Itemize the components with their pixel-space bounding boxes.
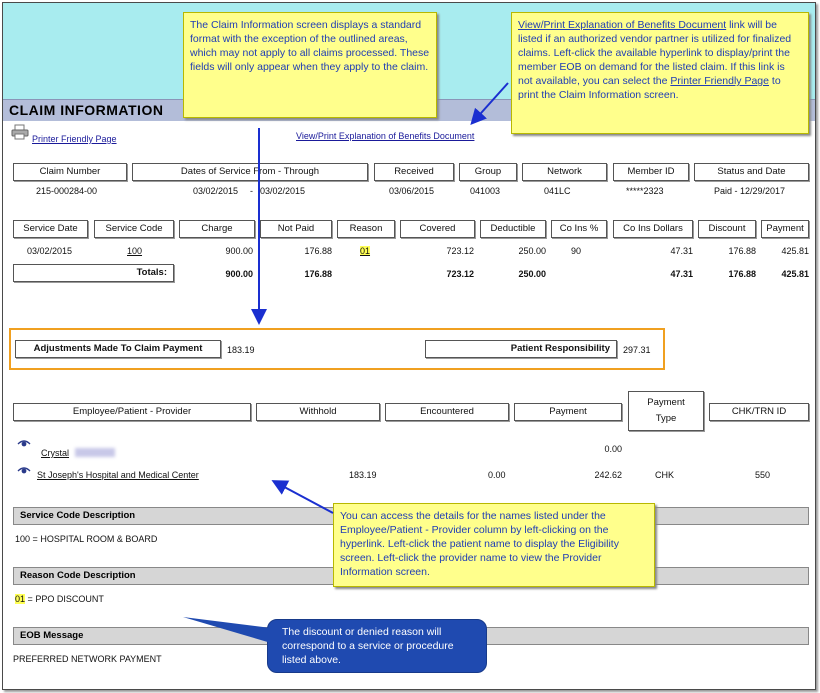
- discount: 176.88: [728, 246, 756, 256]
- total-discount: 176.88: [728, 269, 756, 279]
- claim-screen: [2, 2, 816, 690]
- deductible: 250.00: [518, 246, 546, 256]
- provider-link[interactable]: St Joseph's Hospital and Medical Center: [37, 470, 199, 480]
- col-covered: Covered: [400, 220, 475, 238]
- provider-payment-type: CHK: [655, 470, 675, 480]
- eob-message: PREFERRED NETWORK PAYMENT: [13, 654, 162, 664]
- service-from: 03/02/2015: [193, 186, 239, 196]
- totals-label: Totals:: [13, 264, 174, 282]
- claim-number: 215-000284-00: [36, 186, 98, 196]
- payment: 425.81: [781, 246, 809, 256]
- covered: 723.12: [446, 246, 474, 256]
- col-service-code: Service Code: [94, 220, 174, 238]
- col-not-paid: Not Paid: [260, 220, 332, 238]
- col-claim-number: Claim Number: [13, 163, 127, 181]
- page-title: CLAIM INFORMATION: [9, 102, 164, 118]
- reason-code-link[interactable]: 01: [360, 246, 371, 256]
- col-withhold: Withhold: [256, 403, 380, 421]
- col-member-id: Member ID: [613, 163, 689, 181]
- total-payment: 425.81: [781, 269, 809, 279]
- callout-arrows: [3, 3, 816, 690]
- service-code-link[interactable]: 100: [127, 246, 143, 256]
- col-employee-provider: Employee/Patient - Provider: [13, 403, 251, 421]
- col-coins-dollars: Co Ins Dollars: [613, 220, 693, 238]
- col-network: Network: [522, 163, 607, 181]
- col-reason: Reason: [337, 220, 395, 238]
- reason-code-desc-header: Reason Code Description: [13, 567, 809, 585]
- col-service-date: Service Date: [13, 220, 88, 238]
- provider-withhold: 183.19: [349, 470, 377, 480]
- col-received: Received: [374, 163, 454, 181]
- col-deductible: Deductible: [480, 220, 546, 238]
- arrow-to-eob-link: [473, 83, 508, 122]
- eob-message-header: EOB Message: [13, 627, 809, 645]
- col-discount: Discount: [698, 220, 756, 238]
- callout-eob-end: to print the Claim Information screen.: [518, 75, 781, 101]
- service-date: 03/02/2015: [27, 246, 73, 256]
- group-number: 041003: [470, 186, 501, 196]
- callout-eob-mid: link will be listed if an authorized vendor partner is utilized for finalized claims. Left-click the available hyperlink to display/print the member EOB on demand for the listed claim. If this link is not available, you can select the: [518, 19, 792, 87]
- patient-payment: 0.00: [604, 444, 622, 454]
- adjustments-label: Adjustments Made To Claim Payment: [15, 340, 221, 358]
- patient-link[interactable]: Crystal: [41, 448, 70, 458]
- service-through: 03/02/2015: [260, 186, 306, 196]
- arrow-to-reason-code: [183, 617, 271, 643]
- provider-chk-id: 550: [755, 470, 771, 480]
- callout-reason-code: The discount or denied reason will correspond to a service or procedure listed above.: [267, 619, 487, 673]
- col-group: Group: [459, 163, 517, 181]
- total-charge: 900.00: [225, 269, 253, 279]
- total-not-paid: 176.88: [304, 269, 332, 279]
- patient-responsibility-label: Patient Responsibility: [425, 340, 617, 358]
- desc-eq: =: [32, 534, 38, 544]
- col-charge: Charge: [179, 220, 255, 238]
- member-id: *****2323: [626, 186, 664, 196]
- coins-dollars: 47.31: [670, 246, 693, 256]
- received-date: 03/06/2015: [389, 186, 435, 196]
- status-date: Paid - 12/29/2017: [714, 186, 786, 196]
- arrow-to-provider: [275, 482, 333, 513]
- service-dash: -: [250, 186, 253, 196]
- adjustments-value: 183.19: [227, 345, 255, 355]
- provider-payment: 242.62: [594, 470, 622, 480]
- callout-printer-link-text: Printer Friendly Page: [670, 75, 769, 87]
- col-chk-trn-id: CHK/TRN ID: [709, 403, 809, 421]
- eob-link[interactable]: View/Print Explanation of Benefits Document: [296, 131, 475, 141]
- printer-friendly-link[interactable]: Printer Friendly Page: [32, 134, 117, 144]
- callout-eob-link-text: View/Print Explanation of Benefits Document: [518, 19, 727, 31]
- desc-code: 100: [15, 534, 31, 544]
- col-dates-of-service: Dates of Service From - Through: [132, 163, 368, 181]
- payment-type-line2: Type: [655, 413, 677, 424]
- network-code: 041LC: [544, 186, 571, 196]
- col-status-date: Status and Date: [694, 163, 809, 181]
- provider-encountered: 0.00: [488, 470, 506, 480]
- col-encountered: Encountered: [385, 403, 509, 421]
- not-paid: 176.88: [304, 246, 332, 256]
- reason-code: 01: [15, 594, 26, 604]
- coins-pct: 90: [571, 246, 582, 256]
- service-code-desc-header: Service Code Description: [13, 507, 809, 525]
- patient-responsibility-value: 297.31: [623, 345, 651, 355]
- col-coins-pct: Co Ins %: [551, 220, 607, 238]
- payment-type-line1: Payment: [647, 397, 685, 408]
- total-coins-dollars: 47.31: [670, 269, 693, 279]
- callout-provider-names: You can access the details for the names listed under the Employee/Patient - Provider column by left-clicking on the hyperlink. Left-click the patient name to display the Eligibility screen. Left-click the provider name to view the Provider Information screen.: [333, 503, 655, 587]
- charge: 900.00: [225, 246, 253, 256]
- callout-outlined-areas: The Claim Information screen displays a standard format with the exception of the outlined areas, which may not apply to all claims processed. These fields will only appear when they apply to the claim.: [183, 12, 437, 118]
- reason-eq: =: [27, 594, 33, 604]
- col-payment: Payment: [761, 220, 809, 238]
- total-deductible: 250.00: [518, 269, 546, 279]
- col-provider-payment: Payment: [514, 403, 622, 421]
- reason-text: PPO DISCOUNT: [35, 594, 104, 604]
- desc-text: HOSPITAL ROOM & BOARD: [40, 534, 158, 544]
- total-covered: 723.12: [446, 269, 474, 279]
